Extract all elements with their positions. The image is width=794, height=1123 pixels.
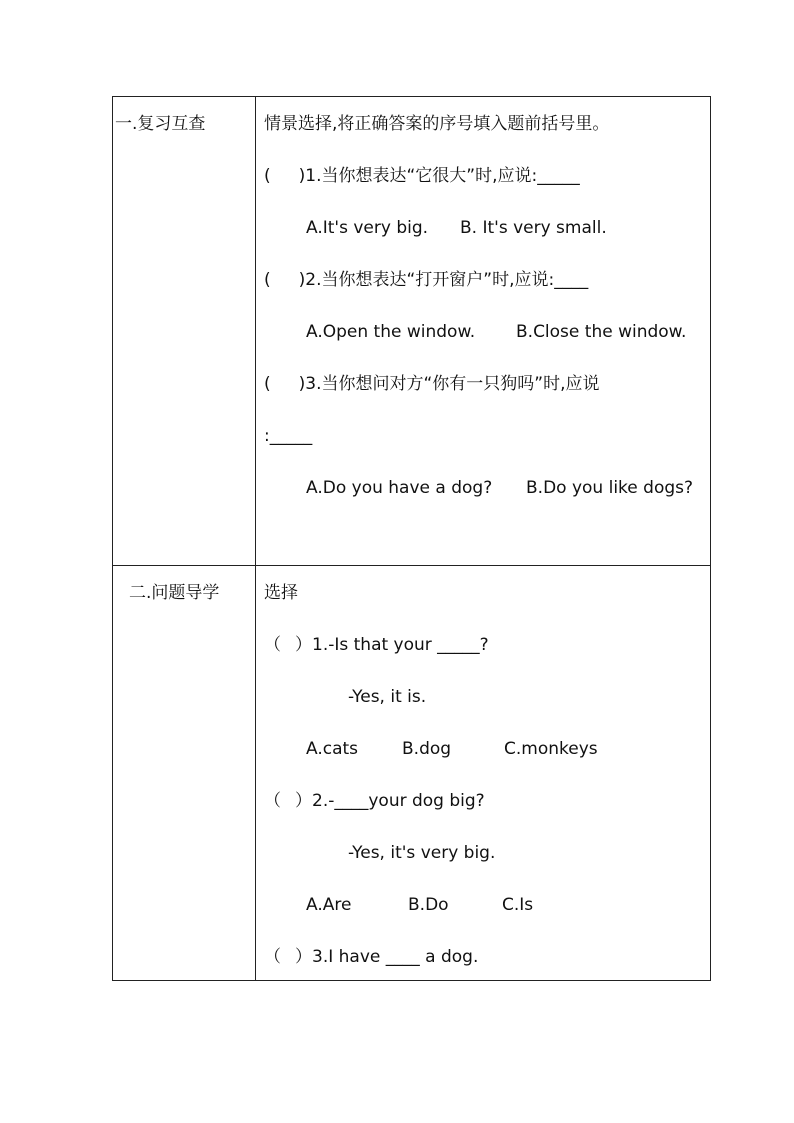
guide-instruction: 选择 [264, 583, 298, 603]
section-review-row [113, 97, 711, 566]
review-q2-option-b: B.Close the window. [516, 322, 687, 342]
section-label-guide: 二.问题导学 [129, 583, 220, 603]
section-content-cell [256, 97, 711, 566]
question-text: 1.当你想表达“它很大”时,应说:_____ [305, 166, 580, 186]
question-text: 2.当你想表达“打开窗户”时,应说:____ [305, 270, 589, 290]
answer-bracket-close: ） [295, 947, 312, 967]
answer-bracket-close: ) [298, 166, 306, 186]
answer-bracket-open: ( [264, 270, 271, 290]
review-question-1 [264, 166, 580, 186]
review-q3-continuation: :_____ [264, 426, 313, 446]
answer-bracket-open: （ [264, 947, 281, 967]
section-label-cell [113, 566, 256, 981]
guide-q2-option-c: C.Is [502, 895, 534, 915]
guide-q2-answer: -Yes, it's very big. [348, 843, 496, 863]
section-label-review: 一.复习互查 [115, 114, 206, 134]
section-label-cell [113, 97, 256, 566]
worksheet-table [112, 96, 711, 981]
answer-bracket-open: （ [264, 635, 281, 655]
answer-bracket-open: ( [264, 374, 271, 394]
review-q1-option-a: A.It's very big. [306, 218, 429, 238]
section-content-cell [256, 566, 711, 981]
answer-bracket-open: ( [264, 166, 271, 186]
review-q3-option-b: B.Do you like dogs? [526, 478, 694, 498]
guide-question-1 [264, 635, 489, 655]
guide-question-2 [264, 791, 485, 811]
guide-q1-option-a: A.cats [306, 739, 359, 759]
answer-bracket-close: ) [298, 270, 306, 290]
guide-q1-option-b: B.dog [402, 739, 452, 759]
guide-q2-option-b: B.Do [408, 895, 449, 915]
review-q1-option-b: B. It's very small. [460, 218, 607, 238]
guide-question-3 [264, 947, 478, 967]
guide-q1-answer: -Yes, it is. [348, 687, 427, 707]
answer-bracket-open: （ [264, 791, 281, 811]
review-q3-option-a: A.Do you have a dog? [306, 478, 493, 498]
question-text: 3.当你想问对方“你有一只狗吗”时,应说 [305, 374, 600, 394]
answer-bracket-close: ) [298, 374, 306, 394]
review-q2-option-a: A.Open the window. [306, 322, 476, 342]
section-guide-row [113, 566, 711, 981]
question-text: 1.-Is that your _____? [312, 635, 489, 655]
answer-bracket-close: ） [295, 791, 312, 811]
review-question-3 [264, 374, 600, 394]
answer-bracket-close: ） [295, 635, 312, 655]
guide-q1-option-c: C.monkeys [504, 739, 598, 759]
question-text: 2.-____your dog big? [312, 791, 485, 811]
review-question-2 [264, 270, 588, 290]
guide-q2-option-a: A.Are [306, 895, 352, 915]
review-instruction: 情景选择,将正确答案的序号填入题前括号里。 [264, 114, 610, 134]
question-text: 3.I have ____ a dog. [312, 947, 479, 967]
